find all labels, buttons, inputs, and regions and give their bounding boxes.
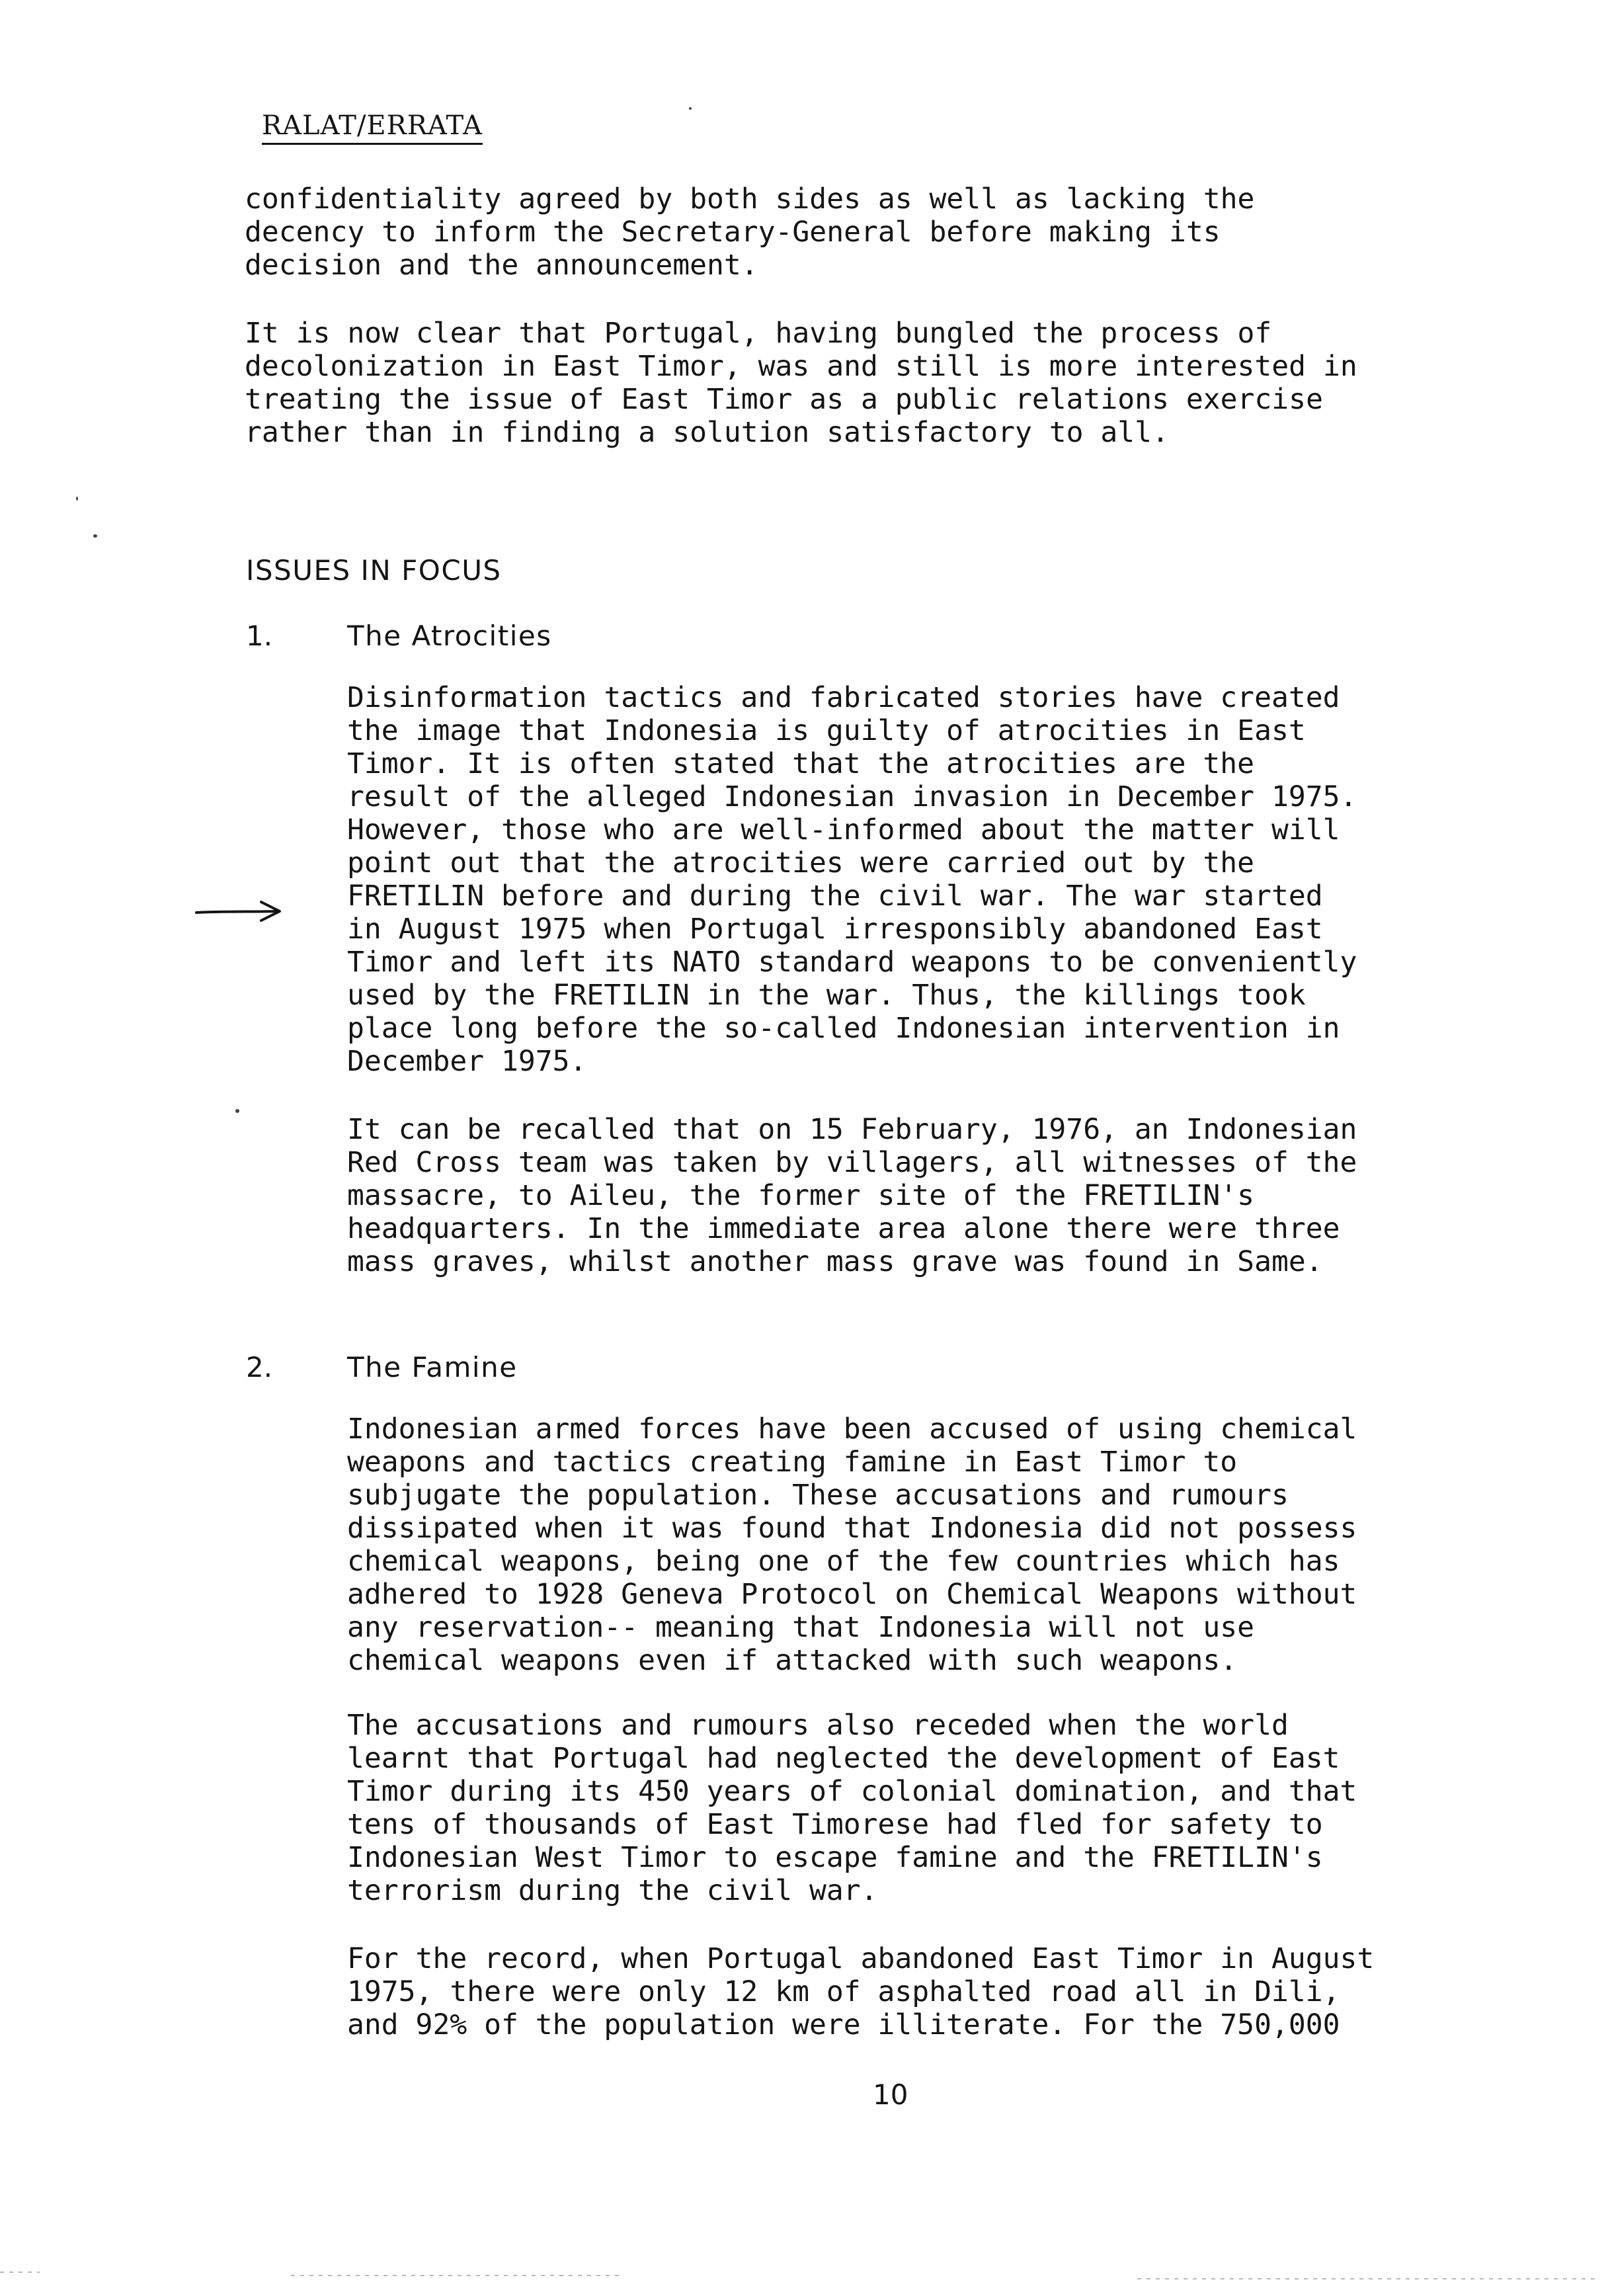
page-number: 10 bbox=[873, 2078, 908, 2111]
scan-speck bbox=[235, 1109, 239, 1113]
handwritten-arrow-icon bbox=[195, 898, 284, 924]
scan-noise-line bbox=[291, 2275, 622, 2276]
intro-paragraph-2: It is now clear that Portugal, having bungled the process of decolonization in East Timor, was and still is more interested in treating the issue of East Timor as a public relations exercise rather than in finding a solution satisfactory to all. bbox=[245, 317, 1357, 449]
section-1-number: 1. bbox=[246, 620, 273, 652]
section-heading: ISSUES IN FOCUS bbox=[246, 554, 502, 587]
atrocities-paragraph-2: It can be recalled that on 15 February, 1976, an Indonesian Red Cross team was taken by villagers, all witnesses of the massacre, to Aileu, the former site of the FRETILIN's headquarters. In the immediate area alone there were three mass graves, whilst another mass grave was found in Same. bbox=[347, 1113, 1357, 1278]
running-header: RALAT/ERRATA bbox=[262, 112, 483, 145]
famine-paragraph-3: For the record, when Portugal abandoned East Timor in August 1975, there were only 12 km of asphalted road all in Dili, and 92% of the population were illiterate. For the 750,000 bbox=[347, 1942, 1375, 2041]
scan-speck bbox=[93, 534, 97, 538]
scan-speck bbox=[76, 497, 78, 501]
section-1-title: The Atrocities bbox=[347, 620, 552, 652]
famine-paragraph-2: The accusations and rumours also receded when the world learnt that Portugal had neglected the development of East Timor during its 450 years of colonial domination, and that tens of thousands of East Timorese had fled for safety to Indonesian West Timor to escape famine and the FRETILIN's terrorism during the civil war. bbox=[347, 1709, 1357, 1907]
atrocities-paragraph-1: Disinformation tactics and fabricated stories have created the image that Indonesia is guilty of atrocities in East Timor. It is often stated that the atrocities are the result of the alleged Indonesian invasion in December 1975. However, those who are well-informed about the matter will point out that the atrocities were carried out by the FRETILIN before and during the civil war. The war started in August 1975 when Portugal irresponsibly abandoned East Timor and left its NATO standard weapons to be conveniently used by the FRETILIN in the war. Thus, the killings took place long before the so-called Indonesian intervention in December 1975. bbox=[347, 681, 1357, 1078]
scan-noise-line bbox=[0, 2272, 40, 2273]
section-2-number: 2. bbox=[246, 1351, 273, 1383]
scan-noise-line bbox=[1137, 2278, 1600, 2279]
famine-paragraph-1: Indonesian armed forces have been accused of using chemical weapons and tactics creating famine in East Timor to subjugate the population. These accusations and rumours dissipated when it was found that Indonesia did not possess chemical weapons, being one of the few countries which has adhered to 1928 Geneva Protocol on Chemical Weapons without any reservation-- meaning that Indonesia will not use chemical weapons even if attacked with such weapons. bbox=[347, 1413, 1357, 1677]
section-2-title: The Famine bbox=[347, 1351, 518, 1383]
intro-paragraph-1: confidentiality agreed by both sides as well as lacking the decency to inform the Secretary-General before making its decision and the announcement. bbox=[245, 183, 1255, 282]
scan-speck bbox=[689, 107, 692, 110]
